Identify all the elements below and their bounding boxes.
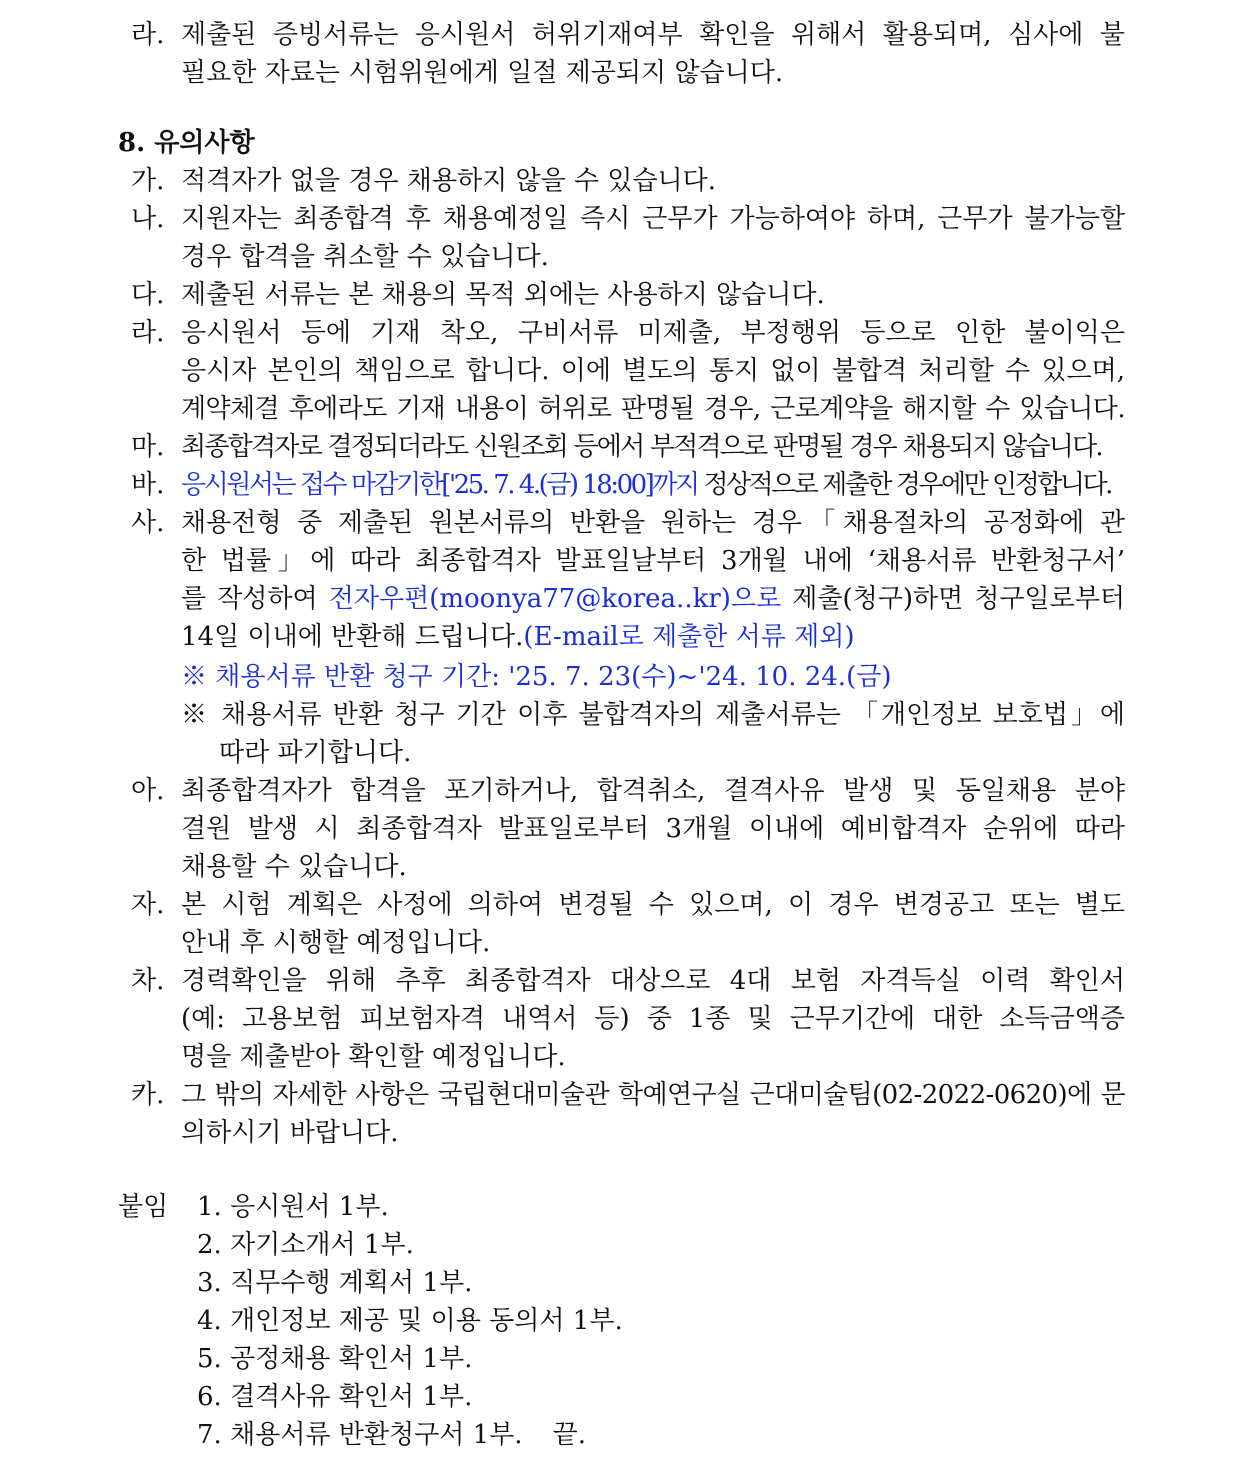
item-ra-line3: 계약체결 후에라도 기재 내용이 허위로 판명될 경우, 근로계약을 해지할 수 있습니다. <box>181 394 1125 424</box>
attachments-label: 붙임 <box>118 1192 169 1222</box>
item-ka-line2: 의하시기 바랍니다. <box>181 1118 399 1148</box>
item-sa-line3-b: 제출(청구)하면 청구일로부터 <box>781 584 1125 614</box>
item-marker-sa: 사. <box>131 508 165 538</box>
item-marker-na: 나. <box>131 204 165 234</box>
section-8-heading: 8. 유의사항 <box>118 128 255 158</box>
item-marker-ra: 라. <box>131 318 165 348</box>
item-marker-ma: 마. <box>131 432 165 462</box>
item-cha-line2: (예: 고용보험 피보험자격 내역서 등) 중 1종 및 근무기간에 대한 소득금액증 <box>181 1004 1125 1034</box>
item-marker-ra: 라. <box>131 20 165 50</box>
item-ra-line1: 응시원서 등에 기재 착오, 구비서류 미제출, 부정행위 등으로 인한 불이익은 <box>181 318 1125 348</box>
attachment-item: 6. 결격사유 확인서 1부. <box>197 1382 473 1412</box>
item-sa-line4 <box>181 618 854 656</box>
item-da-line1: 제출된 서류는 본 채용의 목적 외에는 사용하지 않습니다. <box>181 280 825 310</box>
item-ka-line1: 그 밖의 자세한 사항은 국립현대미술관 학예연구실 근대미술팀(02-2022-0620)에 문 <box>181 1080 1125 1110</box>
destruction-note-line1: ※ 채용서류 반환 청구 기간 이후 불합격자의 제출서류는 「개인정보 보호법」에 <box>181 700 1125 730</box>
item-a-line1: 최종합격자가 합격을 포기하거나, 합격취소, 결격사유 발생 및 동일채용 분야 <box>181 776 1125 806</box>
item-sa-line3 <box>181 580 1125 618</box>
item-marker-ka: 카. <box>131 1080 165 1110</box>
destruction-note-line2: 따라 파기합니다. <box>219 738 412 768</box>
item-na-line2: 경우 합격을 취소할 수 있습니다. <box>181 242 549 272</box>
item-marker-a: 아. <box>131 776 165 806</box>
attachment-item: 4. 개인정보 제공 및 이용 동의서 1부. <box>197 1306 623 1336</box>
item-sa-line4-a: 14일 이내에 반환해 드립니다. <box>181 622 524 652</box>
item-cha-line1: 경력확인을 위해 추후 최종합격자 대상으로 4대 보험 자격득실 이력 확인서 <box>181 966 1125 996</box>
deadline-text: 응시원서는 접수 마감기한['25. 7. 4.(금) 18:00]까지 <box>181 470 698 500</box>
item-ba-line1 <box>181 466 1125 504</box>
item-a-line3: 채용할 수 있습니다. <box>181 852 407 882</box>
item-cha-line3: 명을 제출받아 확인할 예정입니다. <box>181 1042 566 1072</box>
sec7-ra-line1: 제출된 증빙서류는 응시원서 허위기재여부 확인을 위해서 활용되며, 심사에 불 <box>181 20 1125 50</box>
attachment-item: 5. 공정채용 확인서 1부. <box>197 1344 473 1374</box>
attachment-item: 3. 직무수행 계획서 1부. <box>197 1268 473 1298</box>
item-sa-line3-a: 를 작성하여 <box>181 584 329 614</box>
email-link[interactable]: 전자우편(moonya77@korea..kr)으로 <box>328 584 782 614</box>
item-ra-line2: 응시자 본인의 책임으로 합니다. 이에 별도의 통지 없이 불합격 처리할 수 있으며, <box>181 356 1125 386</box>
item-ma-line1: 최종합격자로 결정되더라도 신원조회 등에서 부적격으로 판명될 경우 채용되지 않습니다. <box>181 432 1102 462</box>
email-exclusion-note: (E-mail로 제출한 서류 제외) <box>523 622 855 652</box>
item-marker-ga: 가. <box>131 166 165 196</box>
item-a-line2: 결원 발생 시 최종합격자 발표일로부터 3개월 이내에 예비합격자 순위에 따라 <box>181 814 1125 844</box>
item-ba-rest: 정상적으로 제출한 경우에만 인정합니다. <box>697 470 1111 500</box>
sec7-ra-line2: 필요한 자료는 시험위원에게 일절 제공되지 않습니다. <box>181 58 784 88</box>
item-ga-line1: 적격자가 없을 경우 채용하지 않을 수 있습니다. <box>181 166 717 196</box>
item-ja-line2: 안내 후 시행할 예정입니다. <box>181 928 491 958</box>
item-marker-ja: 자. <box>131 890 165 920</box>
attachment-item: 2. 자기소개서 1부. <box>197 1230 414 1260</box>
item-marker-ba: 바. <box>131 470 165 500</box>
item-sa-line1: 채용전형 중 제출된 원본서류의 반환을 원하는 경우「채용절차의 공정화에 관 <box>181 508 1125 538</box>
item-marker-cha: 차. <box>131 966 165 996</box>
end-mark: 끝. <box>552 1420 586 1450</box>
item-na-line1: 지원자는 최종합격 후 채용예정일 즉시 근무가 가능하여야 하며, 근무가 불가능할 <box>181 204 1125 234</box>
item-ja-line1: 본 시험 계획은 사정에 의하여 변경될 수 있으며, 이 경우 변경공고 또는 별도 <box>181 890 1125 920</box>
attachment-item-text: 7. 채용서류 반환청구서 1부. <box>197 1420 523 1450</box>
return-period-note: ※ 채용서류 반환 청구 기간: '25. 7. 23(수)~'24. 10. 24.(금) <box>181 662 892 692</box>
attachment-item: 1. 응시원서 1부. <box>197 1192 389 1222</box>
item-sa-line2: 한 법률」에 따라 최종합격자 발표일날부터 3개월 내에 ‘채용서류 반환청구서’ <box>181 546 1125 576</box>
item-marker-da: 다. <box>131 280 165 310</box>
attachment-item <box>197 1416 586 1454</box>
